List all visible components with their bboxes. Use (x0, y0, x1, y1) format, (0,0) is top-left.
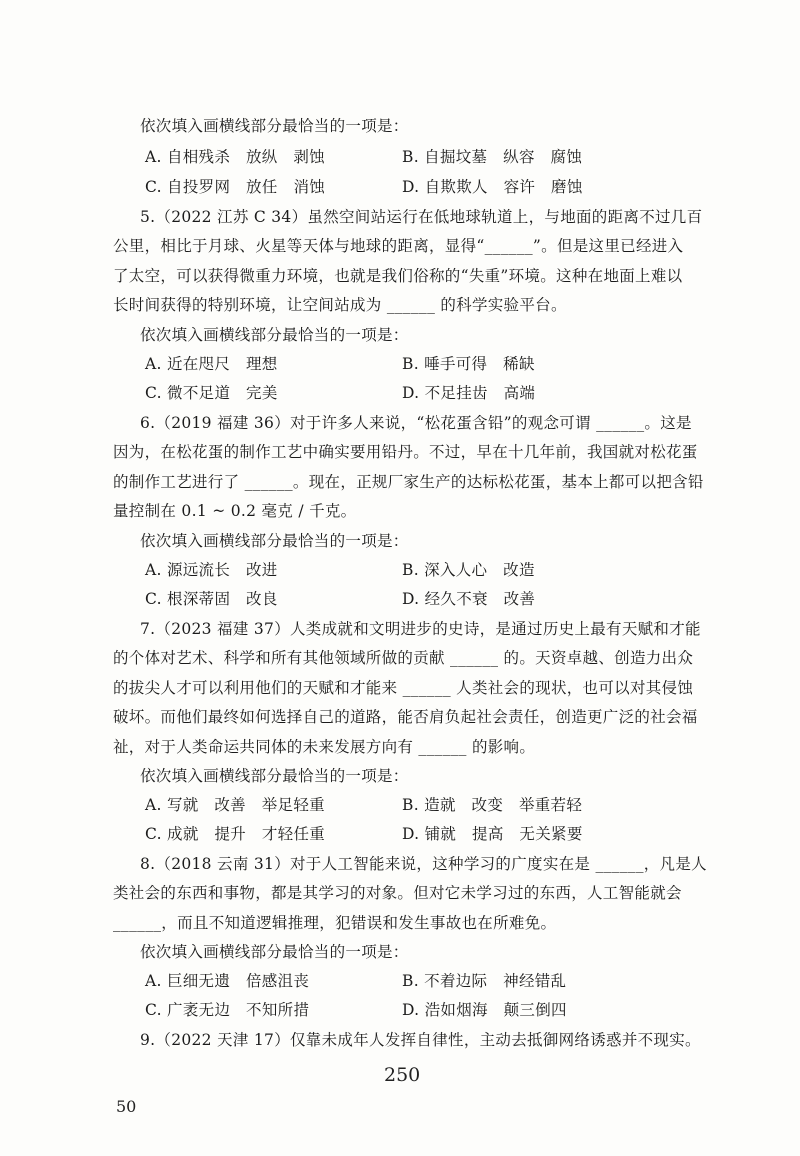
q7-line-1: 7.（2023 福建 37）人类成就和文明进步的史诗，是通过历史上最有天赋和才能 (140, 620, 701, 638)
q7-option-d: D. 铺就 提高 无关紧要 (402, 825, 583, 843)
q6-option-d: D. 经久不衰 改善 (402, 590, 536, 608)
q7-prompt: 依次填入画横线部分最恰当的一项是： (140, 767, 409, 785)
top-option-a: A. 自相残杀 放纵 剥蚀 (145, 148, 325, 166)
top-option-c: C. 自投罗网 放任 消蚀 (145, 178, 326, 196)
q5-line-1: 5.（2022 江苏 C 34）虽然空间站运行在低地球轨道上，与地面的距离不过几百 (140, 208, 703, 226)
q8-option-d: D. 浩如烟海 颠三倒四 (402, 1001, 567, 1019)
q7-option-a: A. 写就 改善 举足轻重 (145, 796, 325, 814)
q5-line-3: 了太空，可以获得微重力环境，也就是我们俗称的“失重”环境。这种在地面上难以 (113, 267, 683, 285)
q7-line-3: 的拔尖人才可以利用他们的天赋和才能来 ______ 人类社会的现状，也可以对其侵蚀 (113, 679, 694, 697)
q5-option-d: D. 不足挂齿 高端 (402, 384, 536, 402)
q5-option-b: B. 唾手可得 稀缺 (402, 355, 535, 373)
q8-option-c: C. 广袤无边 不知所措 (145, 1001, 310, 1019)
q5-line-2: 公里，相比于月球、火星等天体与地球的距离，显得“______”。但是这里已经进入 (113, 237, 684, 255)
q8-option-a: A. 巨细无遗 倍感沮丧 (145, 972, 310, 990)
top-option-b: B. 自掘坟墓 纵容 腐蚀 (402, 148, 583, 166)
q6-option-b: B. 深入人心 改造 (402, 561, 535, 579)
q8-option-b: B. 不着边际 神经错乱 (402, 972, 567, 990)
page-number: 250 (384, 1064, 421, 1086)
q6-prompt: 依次填入画横线部分最恰当的一项是： (140, 532, 409, 550)
q8-line-1: 8.（2018 云南 31）对于人工智能来说，这种学习的广度实在是 ______，凡是人 (140, 855, 707, 873)
q6-line-2: 因为，在松花蛋的制作工艺中确实要用铅丹。不过，早在十几年前，我国就对松花蛋 (113, 443, 698, 461)
q6-option-c: C. 根深蒂固 改良 (145, 590, 278, 608)
q5-option-a: A. 近在咫尺 理想 (145, 355, 278, 373)
q8-line-3: ______，而且不知道逻辑推理，犯错误和发生事故也在所难免。 (113, 914, 557, 932)
q6-line-1: 6.（2019 福建 36）对于许多人来说，“松花蛋含铅”的观念可谓 ______。这是 (140, 414, 692, 432)
q7-option-b: B. 造就 改变 举重若轻 (402, 796, 583, 814)
q6-option-a: A. 源远流长 改进 (145, 561, 278, 579)
top-prompt: 依次填入画横线部分最恰当的一项是： (140, 117, 409, 135)
q7-line-2: 的个体对艺术、科学和所有其他领域所做的贡献 ______ 的。天资卓越、创造力出众 (113, 649, 694, 667)
corner-page-number: 50 (116, 1097, 137, 1116)
q6-line-4: 量控制在 0.1 ~ 0.2 毫克 / 千克。 (113, 502, 357, 520)
q6-line-3: 的制作工艺进行了 ______。现在，正规厂家生产的达标松花蛋，基本上都可以把含铅 (113, 473, 704, 491)
q9-line-1: 9.（2022 天津 17）仅靠未成年人发挥自律性，主动去抵御网络诱惑并不现实。 (140, 1031, 701, 1049)
q8-prompt: 依次填入画横线部分最恰当的一项是： (140, 943, 409, 961)
q7-line-4: 破坏。而他们最终如何选择自己的道路，能否肩负起社会责任，创造更广泛的社会福 (113, 708, 698, 726)
q5-option-c: C. 微不足道 完美 (145, 384, 278, 402)
q7-option-c: C. 成就 提升 才轻任重 (145, 825, 326, 843)
top-option-d: D. 自欺欺人 容许 磨蚀 (402, 178, 583, 196)
q8-line-2: 类社会的东西和事物，都是其学习的对象。但对它未学习过的东西，人工智能就会 (113, 884, 682, 902)
q5-line-4: 长时间获得的特别环境，让空间站成为 ______ 的科学实验平台。 (113, 296, 567, 314)
q5-prompt: 依次填入画横线部分最恰当的一项是： (140, 326, 409, 344)
q7-line-5: 祉，对于人类命运共同体的未来发展方向有 ______ 的影响。 (113, 738, 536, 756)
